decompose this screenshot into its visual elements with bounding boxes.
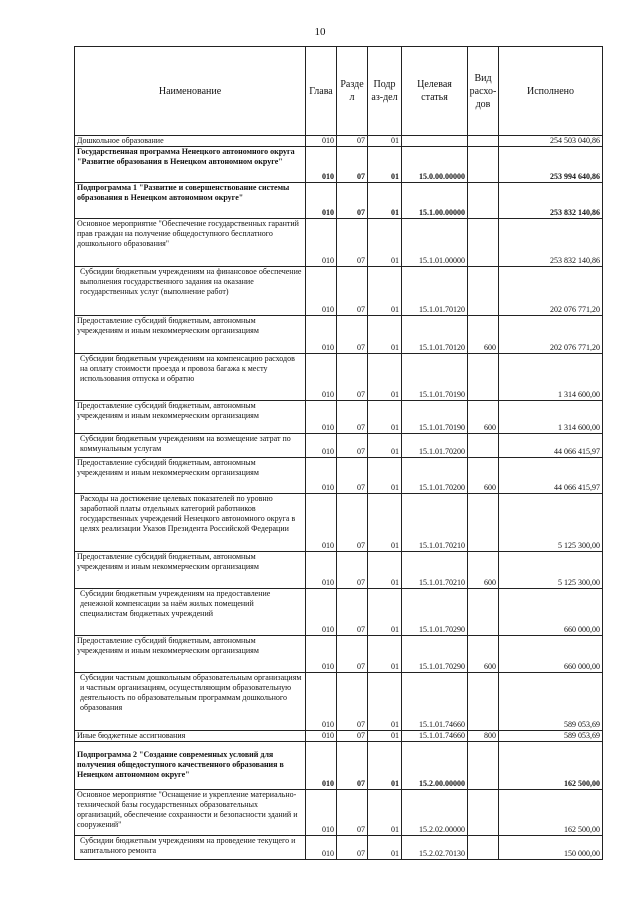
row-target: 15.1.01.74660 bbox=[402, 731, 468, 742]
row-amount: 660 000,00 bbox=[499, 589, 603, 636]
row-section: 07 bbox=[337, 434, 368, 458]
row-chapter: 010 bbox=[306, 494, 337, 552]
table-row bbox=[75, 183, 603, 219]
row-subsection: 01 bbox=[368, 636, 402, 673]
row-section: 07 bbox=[337, 494, 368, 552]
row-section: 07 bbox=[337, 183, 368, 219]
row-expense-type: 600 bbox=[468, 401, 499, 434]
row-amount: 660 000,00 bbox=[499, 636, 603, 673]
row-target: 15.1.01.70290 bbox=[402, 636, 468, 673]
row-expense-type bbox=[468, 183, 499, 219]
row-expense-type: 800 bbox=[468, 731, 499, 742]
row-name: Основное мероприятие "Обеспечение государственных гарантий прав граждан на получение общедоступного бесплатного дошкольного образования" bbox=[75, 219, 306, 267]
row-subsection: 01 bbox=[368, 183, 402, 219]
row-expense-type bbox=[468, 673, 499, 731]
row-name: Субсидии бюджетным учреждениям на проведение текущего и капитального ремонта bbox=[75, 836, 306, 860]
row-expense-type bbox=[468, 354, 499, 401]
row-expense-type: 600 bbox=[468, 636, 499, 673]
row-name: Субсидии бюджетным учреждениям на компенсацию расходов на оплату стоимости проезда и провоза багажа к месту использования отпуска и обратно bbox=[75, 354, 306, 401]
row-name: Дошкольное образование bbox=[75, 136, 306, 147]
row-target: 15.1.01.70210 bbox=[402, 552, 468, 589]
row-name: Подпрограмма 1 "Развитие и совершенствование системы образования в Ненецком автономном округе" bbox=[75, 183, 306, 219]
row-name: Предоставление субсидий бюджетным, автономным учреждениям и иным некоммерческим организациям bbox=[75, 316, 306, 354]
row-expense-type bbox=[468, 589, 499, 636]
row-subsection: 01 bbox=[368, 494, 402, 552]
row-amount: 589 053,69 bbox=[499, 673, 603, 731]
table-row bbox=[75, 742, 603, 790]
table-row bbox=[75, 147, 603, 183]
row-expense-type bbox=[468, 742, 499, 790]
header-row bbox=[75, 47, 603, 136]
row-target: 15.1.01.70290 bbox=[402, 589, 468, 636]
row-chapter: 010 bbox=[306, 147, 337, 183]
row-expense-type: 600 bbox=[468, 316, 499, 354]
header-section: Разде л bbox=[337, 47, 368, 136]
row-subsection: 01 bbox=[368, 354, 402, 401]
row-amount: 253 832 140,86 bbox=[499, 183, 603, 219]
row-chapter: 010 bbox=[306, 434, 337, 458]
row-subsection: 01 bbox=[368, 316, 402, 354]
row-name: Подпрограмма 2 "Создание современных условий для получения общедоступного качественного образования в Ненецком автономном округе" bbox=[75, 742, 306, 790]
row-chapter: 010 bbox=[306, 316, 337, 354]
row-subsection: 01 bbox=[368, 742, 402, 790]
row-expense-type: 600 bbox=[468, 552, 499, 589]
row-section: 07 bbox=[337, 401, 368, 434]
table-row bbox=[75, 434, 603, 458]
row-name: Основное мероприятие "Оснащение и укрепление материально-технической базы государственных образовательных организаций, обеспечение сохранности и безопасности зданий и сооружений" bbox=[75, 790, 306, 836]
row-section: 07 bbox=[337, 458, 368, 494]
row-target: 15.1.01.74660 bbox=[402, 673, 468, 731]
table-row bbox=[75, 494, 603, 552]
row-amount: 5 125 300,00 bbox=[499, 552, 603, 589]
row-amount: 253 994 640,86 bbox=[499, 147, 603, 183]
row-target bbox=[402, 136, 468, 147]
row-target: 15.1.01.70190 bbox=[402, 354, 468, 401]
row-expense-type bbox=[468, 494, 499, 552]
row-expense-type bbox=[468, 836, 499, 860]
row-amount: 162 500,00 bbox=[499, 790, 603, 836]
row-subsection: 01 bbox=[368, 673, 402, 731]
row-chapter: 010 bbox=[306, 183, 337, 219]
header-chapter: Глава bbox=[306, 47, 337, 136]
row-expense-type bbox=[468, 136, 499, 147]
row-chapter: 010 bbox=[306, 401, 337, 434]
row-amount: 202 076 771,20 bbox=[499, 316, 603, 354]
row-target: 15.2.02.00000 bbox=[402, 790, 468, 836]
row-chapter: 010 bbox=[306, 790, 337, 836]
row-amount: 44 066 415,97 bbox=[499, 458, 603, 494]
row-name: Субсидии бюджетным учреждениям на финансовое обеспечение выполнения государственного задания на оказание государственных услуг (выполнение работ) bbox=[75, 267, 306, 316]
row-section: 07 bbox=[337, 552, 368, 589]
row-chapter: 010 bbox=[306, 589, 337, 636]
row-amount: 589 053,69 bbox=[499, 731, 603, 742]
table-row bbox=[75, 731, 603, 742]
row-expense-type bbox=[468, 434, 499, 458]
row-expense-type bbox=[468, 267, 499, 316]
row-amount: 44 066 415,97 bbox=[499, 434, 603, 458]
table-row bbox=[75, 219, 603, 267]
row-amount: 254 503 040,86 bbox=[499, 136, 603, 147]
row-subsection: 01 bbox=[368, 434, 402, 458]
table-row bbox=[75, 790, 603, 836]
row-target: 15.1.01.70200 bbox=[402, 434, 468, 458]
row-name: Субсидии частным дошкольным образовательным организациям и частным организациям, осуществляющим образовательную деятельность по образовательным программам дошкольного образования bbox=[75, 673, 306, 731]
row-target: 15.2.00.00000 bbox=[402, 742, 468, 790]
header-executed: Исполнено bbox=[499, 47, 603, 136]
row-chapter: 010 bbox=[306, 742, 337, 790]
table-row bbox=[75, 458, 603, 494]
table-row bbox=[75, 836, 603, 860]
row-name: Иные бюджетные ассигнования bbox=[75, 731, 306, 742]
row-target: 15.1.00.00000 bbox=[402, 183, 468, 219]
table-row bbox=[75, 267, 603, 316]
row-amount: 162 500,00 bbox=[499, 742, 603, 790]
row-chapter: 010 bbox=[306, 219, 337, 267]
row-section: 07 bbox=[337, 316, 368, 354]
row-section: 07 bbox=[337, 636, 368, 673]
row-name: Предоставление субсидий бюджетным, автономным учреждениям и иным некоммерческим организациям bbox=[75, 636, 306, 673]
row-section: 07 bbox=[337, 790, 368, 836]
row-chapter: 010 bbox=[306, 731, 337, 742]
table-row bbox=[75, 673, 603, 731]
row-chapter: 010 bbox=[306, 552, 337, 589]
row-subsection: 01 bbox=[368, 401, 402, 434]
row-subsection: 01 bbox=[368, 136, 402, 147]
row-section: 07 bbox=[337, 147, 368, 183]
row-expense-type bbox=[468, 219, 499, 267]
row-target: 15.1.01.70120 bbox=[402, 316, 468, 354]
row-subsection: 01 bbox=[368, 552, 402, 589]
row-expense-type bbox=[468, 790, 499, 836]
row-section: 07 bbox=[337, 354, 368, 401]
row-section: 07 bbox=[337, 589, 368, 636]
row-name: Предоставление субсидий бюджетным, автономным учреждениям и иным некоммерческим организациям bbox=[75, 401, 306, 434]
row-chapter: 010 bbox=[306, 267, 337, 316]
row-target: 15.1.01.70190 bbox=[402, 401, 468, 434]
row-subsection: 01 bbox=[368, 790, 402, 836]
row-name: Предоставление субсидий бюджетным, автономным учреждениям и иным некоммерческим организациям bbox=[75, 552, 306, 589]
row-name: Государственная программа Ненецкого автономного округа "Развитие образования в Ненецком автономном округе" bbox=[75, 147, 306, 183]
table-row bbox=[75, 401, 603, 434]
row-subsection: 01 bbox=[368, 458, 402, 494]
row-amount: 150 000,00 bbox=[499, 836, 603, 860]
row-section: 07 bbox=[337, 836, 368, 860]
table-row bbox=[75, 136, 603, 147]
row-expense-type bbox=[468, 147, 499, 183]
row-chapter: 010 bbox=[306, 836, 337, 860]
table-row bbox=[75, 589, 603, 636]
row-chapter: 010 bbox=[306, 136, 337, 147]
row-section: 07 bbox=[337, 673, 368, 731]
row-subsection: 01 bbox=[368, 731, 402, 742]
budget-table bbox=[74, 46, 603, 860]
row-subsection: 01 bbox=[368, 589, 402, 636]
row-section: 07 bbox=[337, 219, 368, 267]
row-section: 07 bbox=[337, 731, 368, 742]
row-target: 15.1.01.00000 bbox=[402, 219, 468, 267]
header-target: Целевая статья bbox=[402, 47, 468, 136]
row-subsection: 01 bbox=[368, 219, 402, 267]
row-subsection: 01 bbox=[368, 147, 402, 183]
row-name: Субсидии бюджетным учреждениям на возмещение затрат по коммунальным услугам bbox=[75, 434, 306, 458]
row-subsection: 01 bbox=[368, 836, 402, 860]
row-chapter: 010 bbox=[306, 673, 337, 731]
row-section: 07 bbox=[337, 136, 368, 147]
row-subsection: 01 bbox=[368, 267, 402, 316]
row-amount: 253 832 140,86 bbox=[499, 219, 603, 267]
row-target: 15.1.01.70210 bbox=[402, 494, 468, 552]
row-amount: 5 125 300,00 bbox=[499, 494, 603, 552]
header-expense-type: Вид расхо- дов bbox=[468, 47, 499, 136]
row-amount: 1 314 600,00 bbox=[499, 401, 603, 434]
row-section: 07 bbox=[337, 742, 368, 790]
header-name: Наименование bbox=[75, 47, 306, 136]
row-amount: 202 076 771,20 bbox=[499, 267, 603, 316]
row-chapter: 010 bbox=[306, 636, 337, 673]
row-chapter: 010 bbox=[306, 458, 337, 494]
table-row bbox=[75, 552, 603, 589]
table-row bbox=[75, 354, 603, 401]
row-name: Предоставление субсидий бюджетным, автономным учреждениям и иным некоммерческим организациям bbox=[75, 458, 306, 494]
row-target: 15.2.02.70130 bbox=[402, 836, 468, 860]
row-section: 07 bbox=[337, 267, 368, 316]
row-name: Расходы на достижение целевых показателей по уровню заработной платы отдельных категорий работников государственных учреждений Ненецкого автономного округа в целях реализации Указов Президента Российской Федерации bbox=[75, 494, 306, 552]
table-row bbox=[75, 636, 603, 673]
row-name: Субсидии бюджетным учреждениям на предоставление денежной компенсации за наём жилых помещений специалистам бюджетных учреждений bbox=[75, 589, 306, 636]
page-number: 10 bbox=[314, 26, 326, 38]
row-target: 15.1.01.70120 bbox=[402, 267, 468, 316]
row-target: 15.0.00.00000 bbox=[402, 147, 468, 183]
row-target: 15.1.01.70200 bbox=[402, 458, 468, 494]
row-expense-type: 600 bbox=[468, 458, 499, 494]
row-chapter: 010 bbox=[306, 354, 337, 401]
header-subsection: Подр аз-дел bbox=[368, 47, 402, 136]
table-row bbox=[75, 316, 603, 354]
row-amount: 1 314 600,00 bbox=[499, 354, 603, 401]
